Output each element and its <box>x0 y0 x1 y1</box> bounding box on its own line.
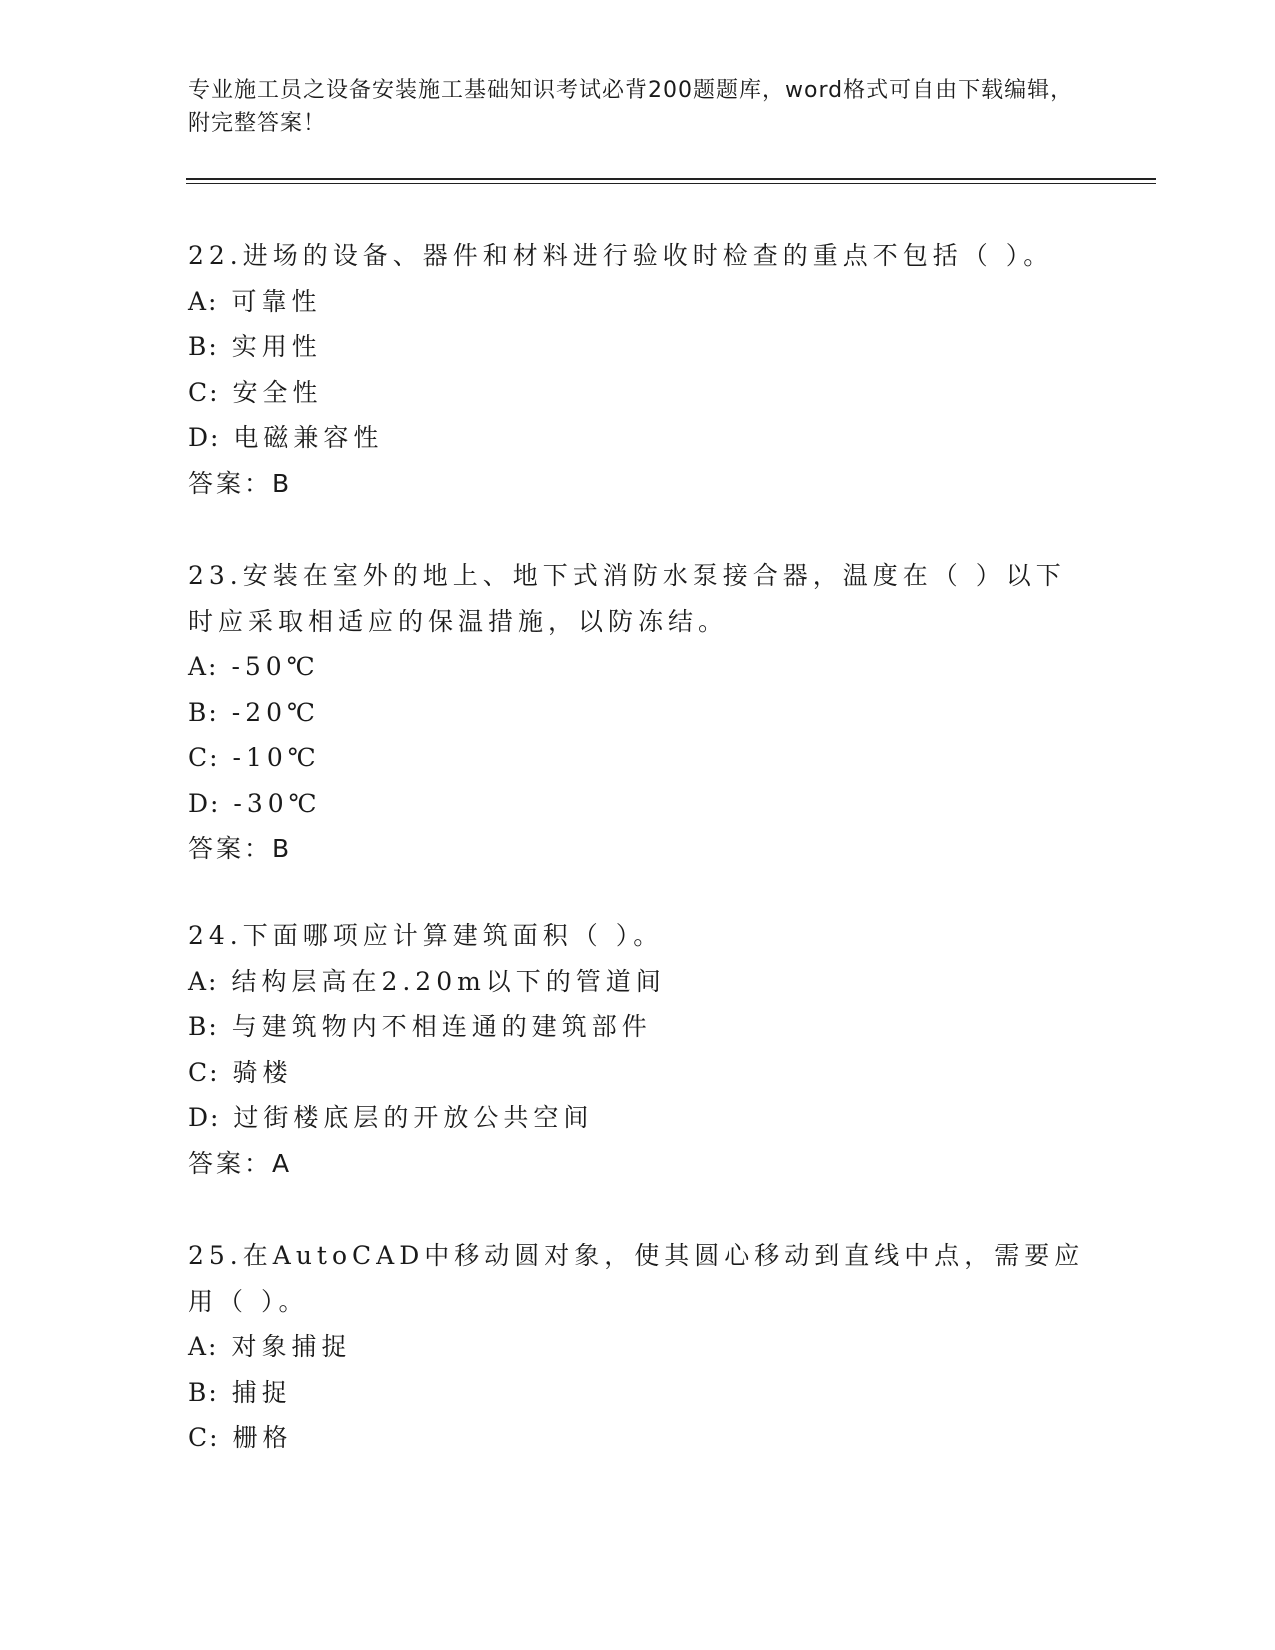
option-text: 栅格 <box>232 1423 293 1452</box>
option-letter: C: <box>188 1423 220 1452</box>
option-d <box>188 1095 1088 1141</box>
option-b <box>188 690 1088 736</box>
option-b <box>188 324 1088 370</box>
question-25 <box>188 1233 1088 1461</box>
option-letter: C: <box>188 1057 220 1087</box>
question-stem: 23.安装在室外的地上、地下式消防水泵接合器，温度在（ ）以下时应采取相适应的保温措施，以防冻结。 <box>188 561 1066 636</box>
option-letter: A: <box>188 966 219 996</box>
option-a <box>188 279 1088 325</box>
option-letter: B: <box>188 697 219 727</box>
option-text: -50℃ <box>231 652 320 681</box>
option-text: -30℃ <box>233 788 322 818</box>
answer-label: 答案：B <box>188 468 293 498</box>
option-text: 电磁兼容性 <box>233 423 384 452</box>
option-letter: A: <box>188 1332 219 1361</box>
option-text: 与建筑物内不相连通的建筑部件 <box>231 1012 652 1041</box>
question-stem: 22.进场的设备、器件和材料进行验收时检查的重点不包括（ ）。 <box>188 241 1054 270</box>
option-a <box>188 1324 1088 1370</box>
header-divider-thick <box>186 178 1156 180</box>
option-c <box>188 735 1088 781</box>
answer-label: 答案：B <box>188 834 293 863</box>
option-letter: A: <box>188 286 219 316</box>
option-b <box>188 1004 1088 1050</box>
option-c <box>188 1415 1088 1461</box>
option-text: 对象捕捉 <box>231 1332 352 1361</box>
option-text: -10℃ <box>232 743 321 772</box>
document-header <box>188 74 1088 140</box>
option-a <box>188 644 1088 690</box>
option-b <box>188 1370 1088 1416</box>
question-23 <box>188 553 1088 872</box>
option-text: 过街楼底层的开放公共空间 <box>233 1103 594 1132</box>
option-letter: D: <box>188 423 221 452</box>
option-text: 骑楼 <box>232 1057 293 1087</box>
option-text: 实用性 <box>231 332 322 361</box>
option-text: 可靠性 <box>231 286 322 316</box>
answer-label: 答案：A <box>188 1148 293 1178</box>
option-d <box>188 781 1088 827</box>
option-letter: B: <box>188 332 219 361</box>
option-text: 安全性 <box>232 377 323 407</box>
option-letter: C: <box>188 377 220 407</box>
header-divider-thin <box>186 183 1156 184</box>
option-letter: B: <box>188 1012 219 1041</box>
question-22 <box>188 233 1088 506</box>
option-letter: C: <box>188 743 220 772</box>
option-text: 结构层高在2.20m以下的管道间 <box>231 966 666 996</box>
option-letter: D: <box>188 1103 221 1132</box>
option-text: 捕捉 <box>231 1377 292 1407</box>
option-letter: D: <box>188 788 221 818</box>
header-text: 专业施工员之设备安装施工基础知识考试必背200题题库，word格式可自由下载编辑，附完整答案！ <box>188 78 1074 136</box>
option-letter: A: <box>188 652 219 681</box>
question-24 <box>188 913 1088 1186</box>
option-c <box>188 370 1088 416</box>
option-letter: B: <box>188 1377 219 1407</box>
question-stem: 24.下面哪项应计算建筑面积（ ）。 <box>188 921 664 950</box>
option-d <box>188 415 1088 461</box>
option-a <box>188 959 1088 1005</box>
option-text: -20℃ <box>231 697 320 727</box>
question-stem: 25.在AutoCAD中移动圆对象，使其圆心移动到直线中点，需要应用（ ）。 <box>188 1241 1085 1316</box>
option-c <box>188 1050 1088 1096</box>
